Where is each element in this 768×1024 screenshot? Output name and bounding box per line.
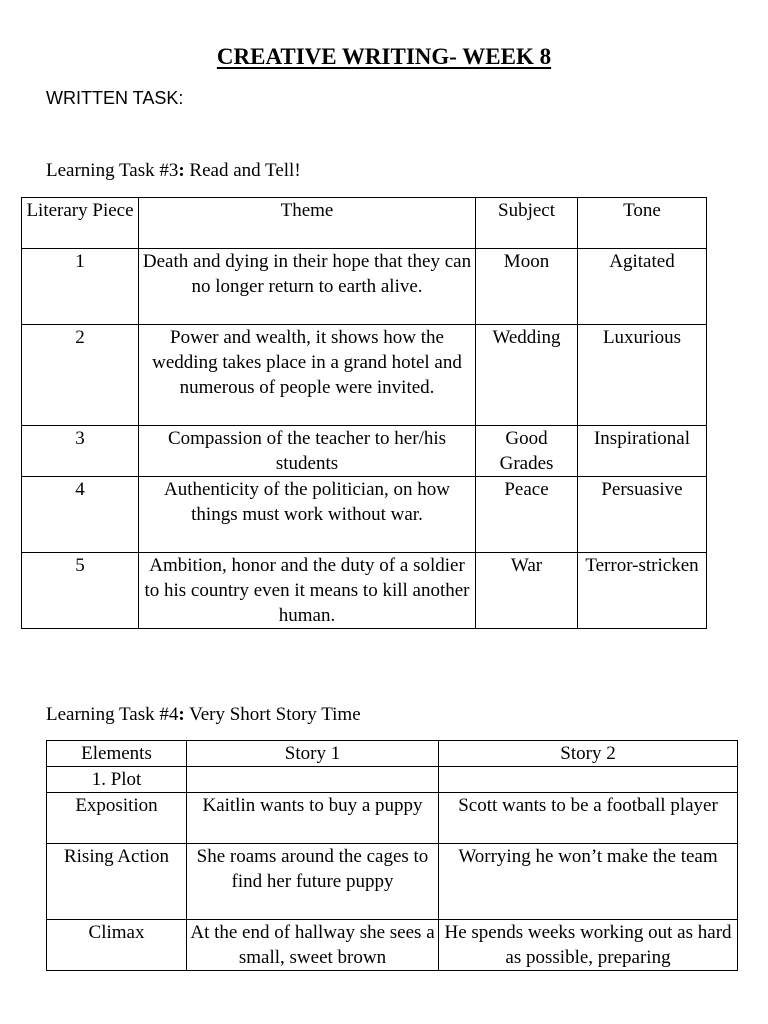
very-short-story-table xyxy=(46,740,738,971)
table-cell xyxy=(187,767,439,793)
table-header-row xyxy=(47,741,738,767)
header-cell: Story 2 xyxy=(439,741,738,767)
table-cell: Agitated xyxy=(578,249,707,325)
table-cell xyxy=(439,767,738,793)
page-title: CREATIVE WRITING- WEEK 8 xyxy=(216,44,552,69)
table-row xyxy=(22,325,707,426)
table-cell: Ambition, honor and the duty of a soldier to his country even it means to kill another human. xyxy=(139,553,476,629)
table-cell: He spends weeks working out as hard as possible, preparing xyxy=(439,920,738,971)
table-cell: War xyxy=(476,553,578,629)
table-cell: Kaitlin wants to buy a puppy xyxy=(187,793,439,844)
table-cell: 3 xyxy=(22,426,139,477)
read-and-tell-table xyxy=(21,197,707,629)
table-cell: Compassion of the teacher to her/his students xyxy=(139,426,476,477)
header-cell: Story 1 xyxy=(187,741,439,767)
header-cell: Tone xyxy=(578,198,707,249)
table-cell: Inspirational xyxy=(578,426,707,477)
table-row xyxy=(47,767,738,793)
task4-label: Learning Task #4: Very Short Story Time xyxy=(46,704,361,725)
table-cell: 5 xyxy=(22,553,139,629)
table-row xyxy=(47,844,738,920)
header-cell: Literary Piece xyxy=(22,198,139,249)
table-row xyxy=(22,477,707,553)
task3-label: Learning Task #3: Read and Tell! xyxy=(46,160,301,181)
task3-label-prefix: Learning Task #3 xyxy=(46,160,179,181)
table-cell: Moon xyxy=(476,249,578,325)
table-cell: Wedding xyxy=(476,325,578,426)
table-cell: Luxurious xyxy=(578,325,707,426)
table-cell: Climax xyxy=(47,920,187,971)
table-row xyxy=(22,553,707,629)
table-cell: 2 xyxy=(22,325,139,426)
table-cell: At the end of hallway she sees a small, sweet brown xyxy=(187,920,439,971)
table-cell: Exposition xyxy=(47,793,187,844)
table-cell: Peace xyxy=(476,477,578,553)
table-cell: Rising Action xyxy=(47,844,187,920)
table-cell: Scott wants to be a football player xyxy=(439,793,738,844)
table-row xyxy=(47,920,738,971)
table-cell: Persuasive xyxy=(578,477,707,553)
task3-label-suffix: Read and Tell! xyxy=(184,160,301,181)
table-cell: Good Grades xyxy=(476,426,578,477)
table-cell: Terror-stricken xyxy=(578,553,707,629)
header-cell: Subject xyxy=(476,198,578,249)
table-cell: She roams around the cages to find her future puppy xyxy=(187,844,439,920)
table-cell: 1. Plot xyxy=(47,767,187,793)
table-row xyxy=(22,426,707,477)
table-cell: Death and dying in their hope that they can no longer return to earth alive. xyxy=(139,249,476,325)
task4-label-prefix: Learning Task #4 xyxy=(46,704,179,725)
task4-label-suffix: Very Short Story Time xyxy=(184,704,361,725)
table-row xyxy=(47,793,738,844)
written-task-heading: WRITTEN TASK: xyxy=(46,88,184,108)
header-cell: Elements xyxy=(47,741,187,767)
table-cell: 1 xyxy=(22,249,139,325)
table-cell: Authenticity of the politician, on how things must work without war. xyxy=(139,477,476,553)
table-cell: 4 xyxy=(22,477,139,553)
header-cell: Theme xyxy=(139,198,476,249)
table-row xyxy=(22,249,707,325)
table-header-row xyxy=(22,198,707,249)
table-cell: Power and wealth, it shows how the wedding takes place in a grand hotel and numerous of people were invited. xyxy=(139,325,476,426)
table-cell: Worrying he won’t make the team xyxy=(439,844,738,920)
